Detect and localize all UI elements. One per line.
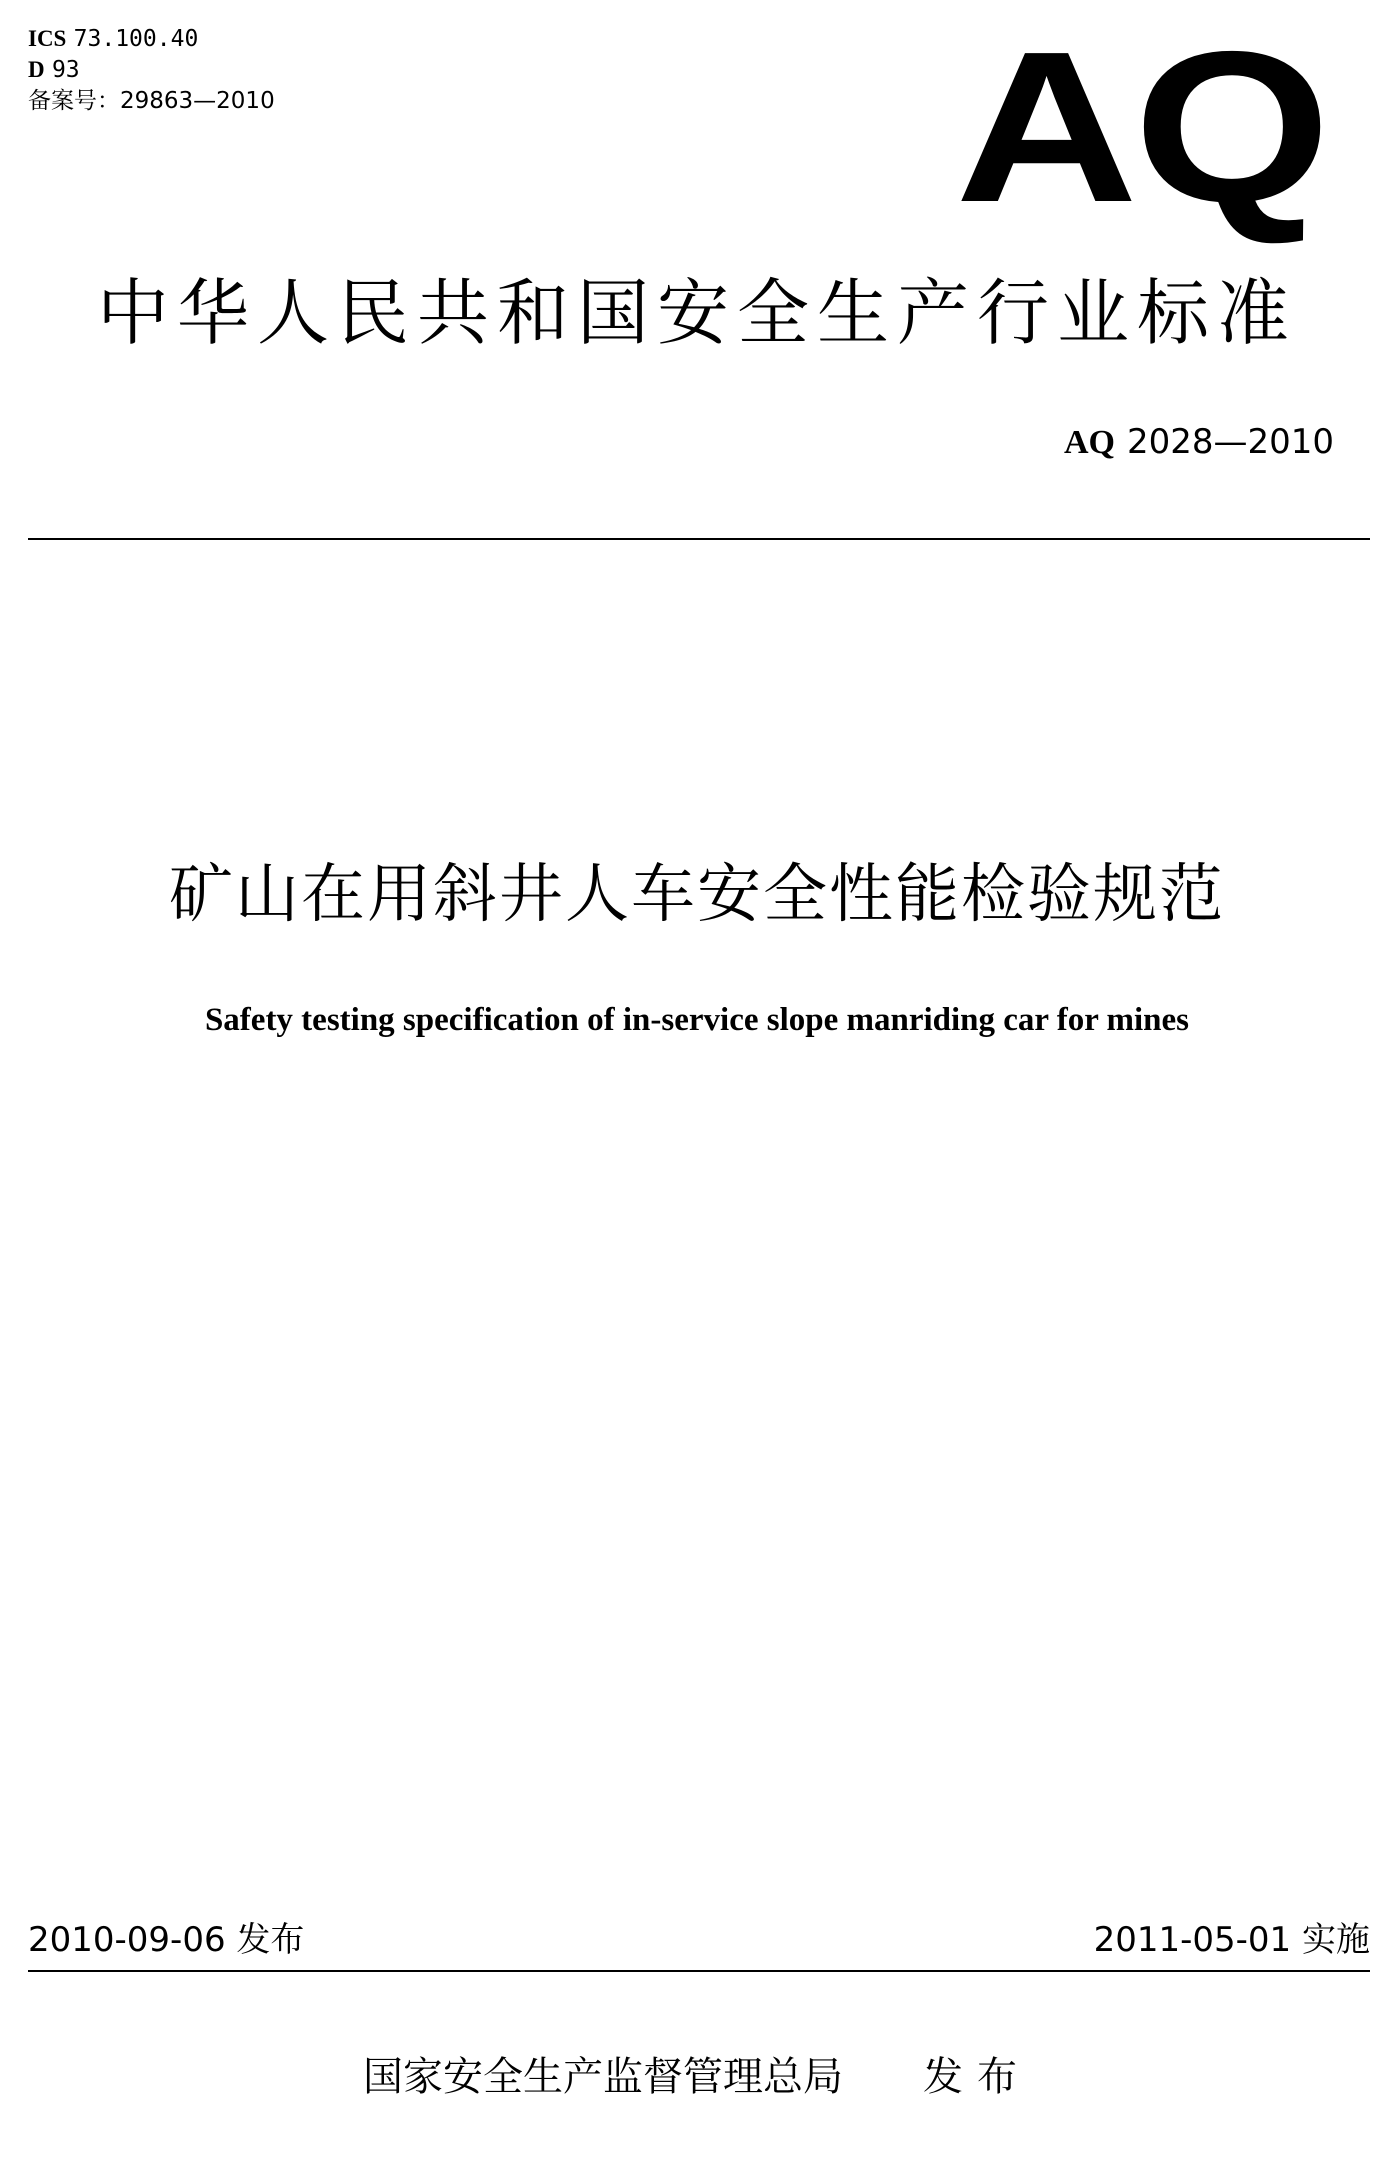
standard-category-heading: 中华人民共和国安全生产行业标准 [96, 271, 1297, 355]
standard-number [1064, 420, 1334, 465]
effective-date [1094, 1918, 1370, 1962]
issue-date-value: 2010-09-06 [28, 1920, 226, 1960]
document-title-english: Safety testing specification of in-service slope manriding car for mines [204, 1002, 1190, 1038]
ics-value: 73.100.40 [73, 26, 199, 52]
effective-date-value: 2011-05-01 [1093, 1920, 1292, 1960]
ics-code [28, 24, 198, 54]
issue-date-label: 发布 [236, 1920, 305, 1960]
aq-logo: AQ [955, 6, 1327, 247]
effective-date-label: 实施 [1302, 1920, 1370, 1960]
issue-date [28, 1918, 304, 1962]
standard-number-prefix: AQ [1063, 424, 1115, 461]
top-divider [28, 538, 1370, 540]
bottom-divider [28, 1970, 1370, 1972]
ics-label: ICS [28, 26, 67, 51]
publisher [0, 2050, 1394, 2104]
document-title-chinese: 矿山在用斜井人车安全性能检验规范 [169, 858, 1225, 932]
ccs-label: D [28, 57, 45, 82]
record-label: 备案号： [28, 88, 120, 114]
standard-number-value: 2028—2010 [1126, 422, 1334, 462]
ccs-value: 93 [51, 57, 80, 83]
record-value: 29863—2010 [120, 88, 275, 114]
publisher-name: 国家安全生产监督管理总局 [363, 2054, 843, 2100]
publisher-action: 发布 [923, 2054, 1031, 2100]
ccs-code [28, 55, 80, 85]
record-number [28, 86, 275, 116]
